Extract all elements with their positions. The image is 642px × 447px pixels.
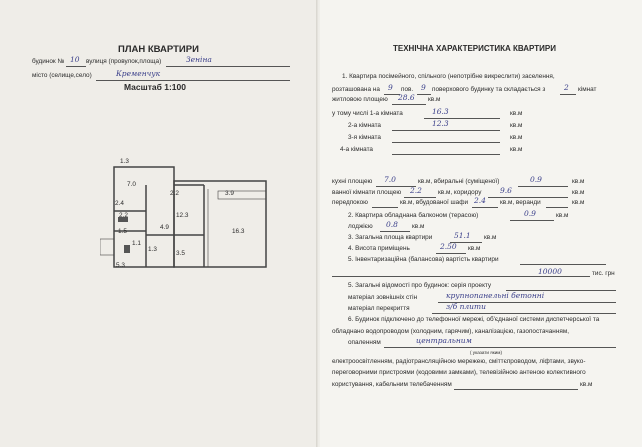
bath-value: 2.2	[410, 186, 422, 195]
ceiling-label: матеріал перекриття	[348, 305, 410, 312]
building-label: будинок №	[32, 58, 65, 65]
living-area-value: 28.6	[398, 93, 415, 102]
plan-label: 3.5	[176, 250, 185, 257]
heating-hint: ( указати яким)	[470, 350, 502, 355]
right-page	[320, 0, 642, 447]
plan-label: 16.3	[232, 228, 245, 235]
floor-value: 9	[388, 83, 393, 92]
room-3-unit: кв.м	[510, 134, 523, 141]
balcony-unit: кв.м	[556, 212, 569, 219]
corridor-value: 9.6	[500, 186, 512, 195]
ceiling-line	[432, 313, 616, 314]
plan-label: 7.0	[127, 181, 136, 188]
living-area-line	[392, 104, 426, 105]
wc-label: кв.м, вбиральні (суміщеної)	[418, 178, 500, 185]
building-info-label: 5. Загальні відомості про будинок: серія проекту	[348, 282, 492, 289]
room-2-value: 12.3	[432, 119, 449, 128]
p7-line4: переговорними пристроями (кодовими замками), телевізійною антеною колективного	[332, 369, 586, 376]
loggia-line	[380, 231, 410, 232]
room-4-line	[392, 154, 500, 155]
loggia-unit: кв.м	[412, 223, 425, 230]
floors-total-line	[417, 94, 431, 95]
kitchen-value: 7.0	[384, 175, 396, 184]
closet-value: 2.4	[474, 196, 486, 205]
loggia-value: 0.8	[386, 220, 398, 229]
cable-line	[454, 389, 578, 390]
room-1-label: у тому числі 1-а кімната	[332, 110, 403, 117]
value-label: 5. Інвентаризаційна (балансова) вартість квартири	[348, 256, 499, 263]
heating-label: опаленням	[348, 339, 381, 346]
plan-label: 2.2	[119, 212, 128, 219]
value-line	[520, 264, 606, 265]
plan-label: 3.9	[225, 190, 234, 197]
p7-line3: електроосвітленням, радіотрансляційною мережею, сміттєпроводом, ліфтами, звуко-	[332, 358, 586, 365]
hall-label: передпокою	[332, 199, 368, 206]
city-value: Кременчук	[116, 69, 161, 78]
room-2-line	[392, 130, 500, 131]
corridor-label: кв.м, коридору	[438, 189, 482, 196]
street-line	[166, 66, 290, 67]
p7-line2: обладнано водопроводом (холодним, гарячим), каналізацією, газопостачанням,	[332, 328, 569, 335]
bath-label: ванної кімнати площею	[332, 189, 402, 196]
balcony-line	[510, 220, 554, 221]
room-4-unit: кв.м	[510, 146, 523, 153]
total-area-unit: кв.м	[484, 234, 497, 241]
ceiling-value: з/б плити	[446, 302, 486, 311]
plan-label: 1.5	[118, 228, 127, 235]
p1-rooms-unit: кімнат	[578, 86, 597, 93]
bath-line	[404, 197, 436, 198]
corridor-unit: кв.м	[572, 189, 585, 196]
rooms-line	[560, 94, 576, 95]
kitchen-label: кухні площею	[332, 178, 373, 185]
veranda-line	[546, 207, 568, 208]
scale-label: Масштаб 1:100	[124, 82, 186, 92]
building-value: 10	[70, 55, 80, 64]
room-4-label: 4-а кімната	[340, 146, 373, 153]
total-area-value: 51.1	[454, 231, 471, 240]
closet-label: кв.м, вбудованої шафи	[400, 199, 469, 206]
height-label: 4. Висота приміщень	[348, 245, 410, 252]
veranda-label: кв.м, веранди	[500, 199, 541, 206]
value-line-2	[332, 276, 590, 277]
living-area-label: житловою площею	[332, 96, 388, 103]
walls-value: крупнопанельні бетонні	[446, 291, 545, 300]
rooms-value: 2	[564, 83, 569, 92]
room-2-unit: кв.м	[510, 122, 523, 129]
city-label: місто (селище,село)	[32, 72, 92, 79]
height-line	[436, 253, 466, 254]
p7-line5: користування, кабельним телебаченням	[332, 381, 452, 388]
street-value: Зеніна	[186, 55, 212, 64]
balcony-label: 2. Квартира обладнана балконом (терасою)	[348, 212, 479, 219]
floors-total-value: 9	[421, 83, 426, 92]
height-value: 2.50	[440, 242, 457, 251]
wc-value: 0.9	[530, 175, 542, 184]
city-line	[96, 80, 290, 81]
street-label: вулиця (провулок,площа)	[86, 58, 162, 65]
plan-label: 1.3	[148, 246, 157, 253]
p1-floor-label: розташована на	[332, 86, 380, 93]
plan-label: 1.3	[120, 158, 129, 165]
room-1-unit: кв.м	[510, 110, 523, 117]
value-amount: 10000	[538, 267, 562, 276]
wc-unit: кв.м	[572, 178, 585, 185]
heating-value: центральним	[416, 336, 472, 345]
walls-label: матеріал зовнішніх стін	[348, 294, 418, 301]
left-page	[0, 0, 318, 447]
building-line	[66, 66, 86, 67]
room-3-line	[392, 142, 500, 143]
plan-label: 1.1	[132, 240, 141, 247]
living-area-unit: кв.м	[428, 96, 441, 103]
value-currency: тис. грн	[592, 270, 615, 277]
balcony-value: 0.9	[524, 209, 536, 218]
plan-label: 2.4	[115, 200, 124, 207]
p1-building-type: поверхового будинку та складається з	[432, 86, 546, 93]
plan-label: 12.3	[176, 212, 189, 219]
plan-title: ПЛАН КВАРТИРИ	[118, 44, 199, 55]
room-2-label: 2-а кімната	[348, 122, 381, 129]
p7-line1: 6. Будинок підключено до телефонної мережі, об'єднаної системи диспетчерської та	[348, 316, 600, 323]
corridor-line	[488, 197, 568, 198]
plan-label: 2.2	[170, 190, 179, 197]
loggia-label: лоджією	[348, 223, 373, 230]
closet-line	[472, 207, 498, 208]
p1-line1: 1. Квартира посімейного, спільного (непотрібне викреслити) заселення,	[342, 73, 555, 80]
height-unit: кв.м	[468, 245, 481, 252]
plan-label: 4.9	[160, 224, 169, 231]
room-1-value: 16.3	[432, 107, 449, 116]
wc-line	[518, 186, 568, 187]
p1-floor-unit: пов.	[401, 86, 414, 93]
plan-label: 5.3	[116, 262, 125, 269]
heating-line	[384, 347, 616, 348]
tech-title: ТЕХНІЧНА ХАРАКТЕРИСТИКА КВАРТИРИ	[393, 44, 556, 53]
total-area-label: 3. Загальна площа квартири	[348, 234, 433, 241]
cable-unit: кв.м	[580, 381, 593, 388]
veranda-unit: кв.м	[572, 199, 585, 206]
hall-line	[372, 207, 398, 208]
room-3-label: 3-я кімната	[348, 134, 381, 141]
